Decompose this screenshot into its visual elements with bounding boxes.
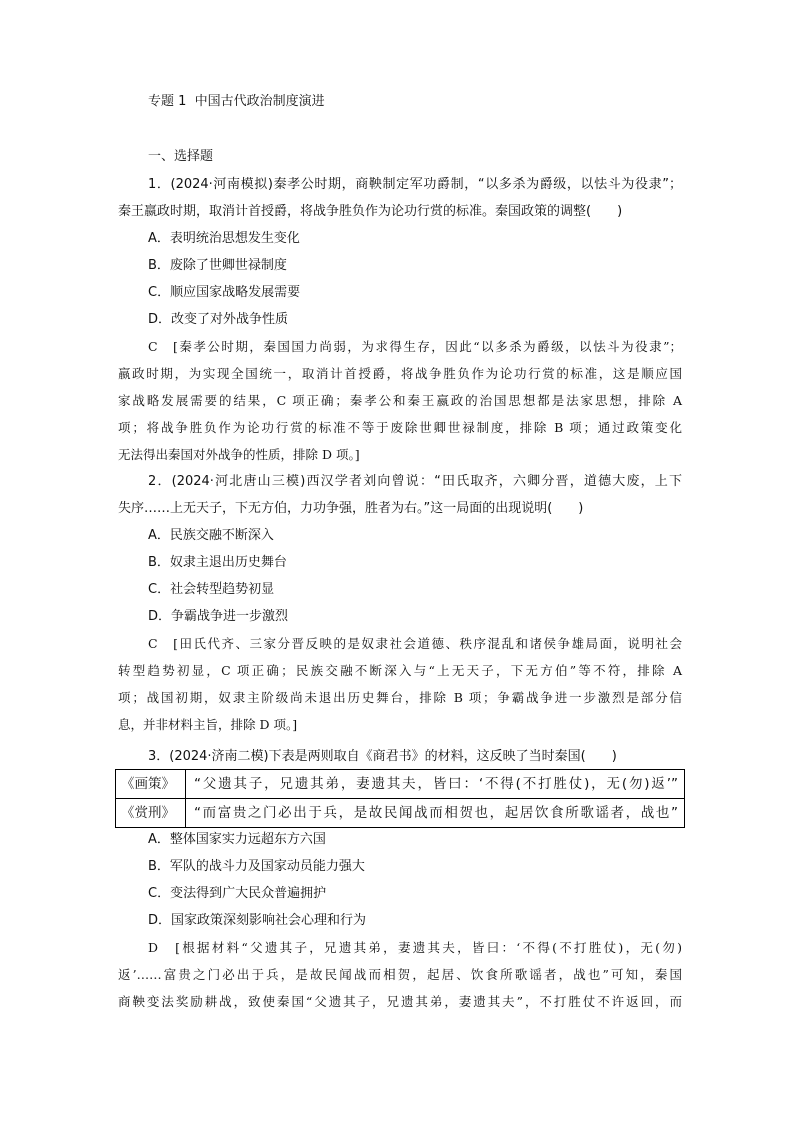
question-2-answer-line: 项；战国初期，奴隶主阶级尚未退出历史舞台，排除 B 项；争霸战争进一步激烈是部分信 <box>118 690 682 705</box>
question-3-option-b: B．军队的战斗力及国家动员能力强大 <box>148 859 365 874</box>
question-3-option-c: C．变法得到广大民众普遍拥护 <box>148 886 327 901</box>
question-2-stem-line: 2．(2024·河北唐山三模)西汉学者刘向曾说：“田氏取齐，六卿分晋，道德大废，上下 <box>148 474 682 489</box>
question-1-answer-line: C [秦孝公时期，秦国国力尚弱，为求得生存，因此“以多杀为爵级，以怯斗为役隶”； <box>148 339 682 354</box>
question-1 <box>118 171 682 468</box>
question-1-answer-line: 家战略发展需要的结果，C 项正确；秦孝公和秦王嬴政的治国思想都是法家思想，排除 A <box>118 393 682 408</box>
question-2 <box>118 468 682 738</box>
material-table <box>115 769 685 828</box>
question-1-option-c: C．顺应国家战略发展需要 <box>148 285 301 300</box>
question-3-stem-line: 3．(2024·济南二模)下表是两则取自《商君书》的材料，这反映了当时秦国( ) <box>148 749 617 764</box>
question-2-answer-line: 息，并非材料主旨，排除 D 项。] <box>118 717 298 732</box>
question-1-stem-line: 1．(2024·河南模拟)秦孝公时期，商鞅制定军功爵制，“以多杀为爵级，以怯斗为役隶”； <box>148 177 682 192</box>
table-quote-cell: “而富贵之门必出于兵，是故民闻战而相贺也，起居饮食所歌谣者，战也” <box>186 799 685 828</box>
question-3-option-d: D．国家政策深刻影响社会心理和行为 <box>148 913 367 928</box>
table-row <box>116 770 685 799</box>
question-1-answer-line: 项；将战争胜负作为论功行赏的标准不等于废除世卿世禄制度，排除 B 项；通过政策变化 <box>118 420 682 435</box>
question-2-option-d: D．争霸战争进一步激烈 <box>148 609 289 624</box>
table-row <box>116 799 685 828</box>
question-2-option-a: A．民族交融不断深入 <box>148 528 274 543</box>
question-1-stem-line: 秦王嬴政时期，取消计首授爵，将战争胜负作为论功行赏的标准。秦国政策的调整( ) <box>118 204 623 219</box>
question-1-answer-line: 嬴政时期，为实现全国统一，取消计首授爵，将战争胜负作为论功行赏的标准，这是顺应国 <box>118 366 682 381</box>
question-3 <box>118 743 682 1015</box>
table-source-cell: 《画策》 <box>116 770 186 799</box>
section-heading: 一、选择题 <box>148 149 214 164</box>
question-1-option-d: D．改变了对外战争性质 <box>148 312 289 327</box>
question-3-answer-line: 返’……富贵之门必出于兵，是故民闻战而相贺，起居、饮食所歌谣者，战也”可知，秦国 <box>118 967 682 982</box>
table-quote-cell: “父遗其子，兄遗其弟，妻遗其夫，皆曰：‘不得(不打胜仗)，无(勿)返’” <box>186 770 685 799</box>
question-2-option-c: C．社会转型趋势初显 <box>148 582 275 597</box>
question-2-stem-line: 失序……上无天子，下无方伯，力功争强，胜者为右。”这一局面的出现说明( ) <box>118 501 584 516</box>
question-1-option-a: A．表明统治思想发生变化 <box>148 231 300 246</box>
question-2-answer-line: 转型趋势初显，C 项正确；民族交融不断深入与“上无天子，下无方伯”等不符，排除 A <box>118 663 682 678</box>
question-2-answer-line: C [田氏代齐、三家分晋反映的是奴隶社会道德、秩序混乱和诸侯争雄局面，说明社会 <box>148 636 682 651</box>
question-1-option-b: B．废除了世卿世禄制度 <box>148 258 287 273</box>
question-2-option-b: B．奴隶主退出历史舞台 <box>148 555 287 570</box>
question-3-answer-line: 商鞅变法奖励耕战，致使秦国“父遗其子，兄遗其弟，妻遗其夫”，不打胜仗不许返回，而 <box>118 994 682 1009</box>
table-source-cell: 《赏刑》 <box>116 799 186 828</box>
document-page <box>118 0 682 1015</box>
question-1-answer-line: 无法得出秦国对外战争的性质，排除 D 项。] <box>118 447 360 462</box>
question-3-answer-line: D [根据材料“父遗其子，兄遗其弟，妻遗其夫，皆曰：‘不得(不打胜仗)，无(勿) <box>148 940 682 955</box>
question-3-option-a: A．整体国家实力远超东方六国 <box>148 832 326 847</box>
page-title: 专题 1 中国古代政治制度演进 <box>148 94 325 109</box>
